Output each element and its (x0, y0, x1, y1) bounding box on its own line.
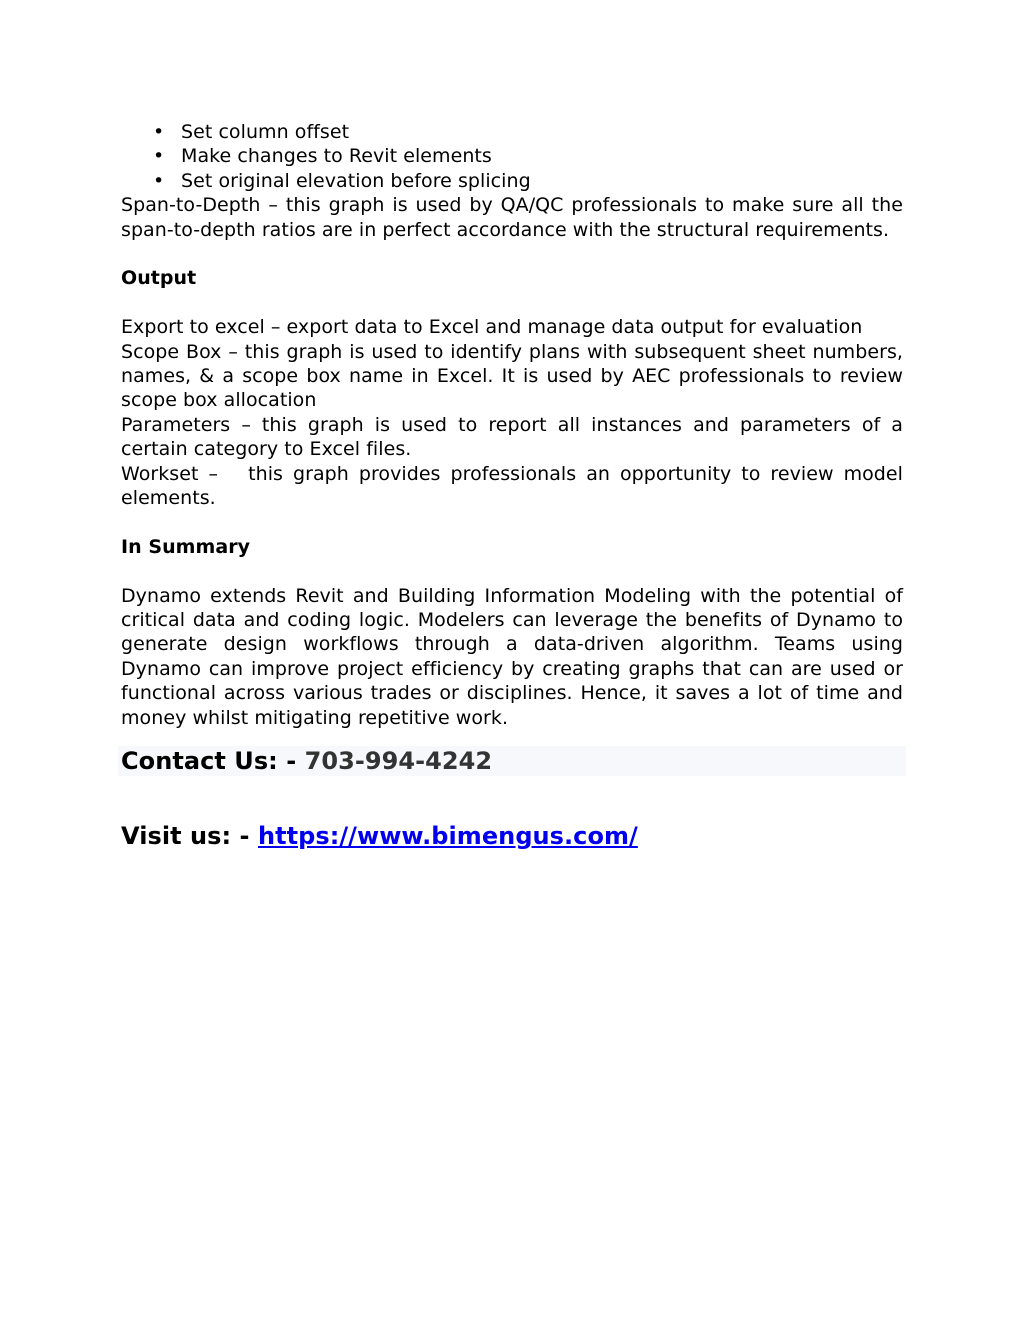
output-scope-box-paragraph: Scope Box – this graph is used to identify plans with subsequent sheet numbers, names, & a scope box name in Excel. It is used by AEC professionals to review scope box allocation (121, 340, 903, 412)
list-item-text: Set original elevation before splicing (181, 169, 531, 192)
bullet-list (121, 120, 903, 193)
summary-paragraph: Dynamo extends Revit and Building Information Modeling with the potential of critical data and coding logic. Modelers can leverage the benefits of Dynamo to generate design workflows through a data-driven algorithm. Teams using Dynamo can improve project efficiency by creating graphs that can are used or functional across various trades or disciplines. Hence, it saves a lot of time and money whilst mitigating repetitive work. (121, 584, 903, 729)
bullet-icon: • (153, 169, 165, 192)
visit-label: Visit us: - (121, 822, 258, 851)
list-item-text: Set column offset (181, 121, 350, 143)
visit-row (121, 821, 903, 851)
output-heading: Output (121, 267, 197, 290)
output-parameters-paragraph: Parameters – this graph is used to report all instances and parameters of a certain category to Excel files. (121, 413, 903, 461)
list-item (121, 120, 903, 144)
list-item (121, 169, 903, 193)
bullet-icon: • (153, 121, 165, 143)
document-page (121, 120, 910, 851)
bullet-icon: • (153, 145, 165, 168)
list-item (121, 144, 903, 168)
website-link[interactable]: https://www.bimengus.com/ (257, 822, 638, 851)
span-to-depth-paragraph: Span-to-Depth – this graph is used by QA/QC professionals to make sure all the span-to-depth ratios are in perfect accordance with the structural requirements. (121, 194, 903, 241)
output-workset-paragraph: Workset – this graph provides professionals an opportunity to review model elements. (121, 462, 910, 510)
contact-label: Contact Us: - (121, 746, 305, 775)
contact-row (118, 746, 906, 776)
summary-heading: In Summary (121, 535, 251, 558)
contact-phone[interactable]: 703-994-4242 (304, 746, 493, 775)
output-export-paragraph: Export to excel – export data to Excel and manage data output for evaluation (121, 316, 863, 339)
list-item-text: Make changes to Revit elements (181, 145, 492, 168)
